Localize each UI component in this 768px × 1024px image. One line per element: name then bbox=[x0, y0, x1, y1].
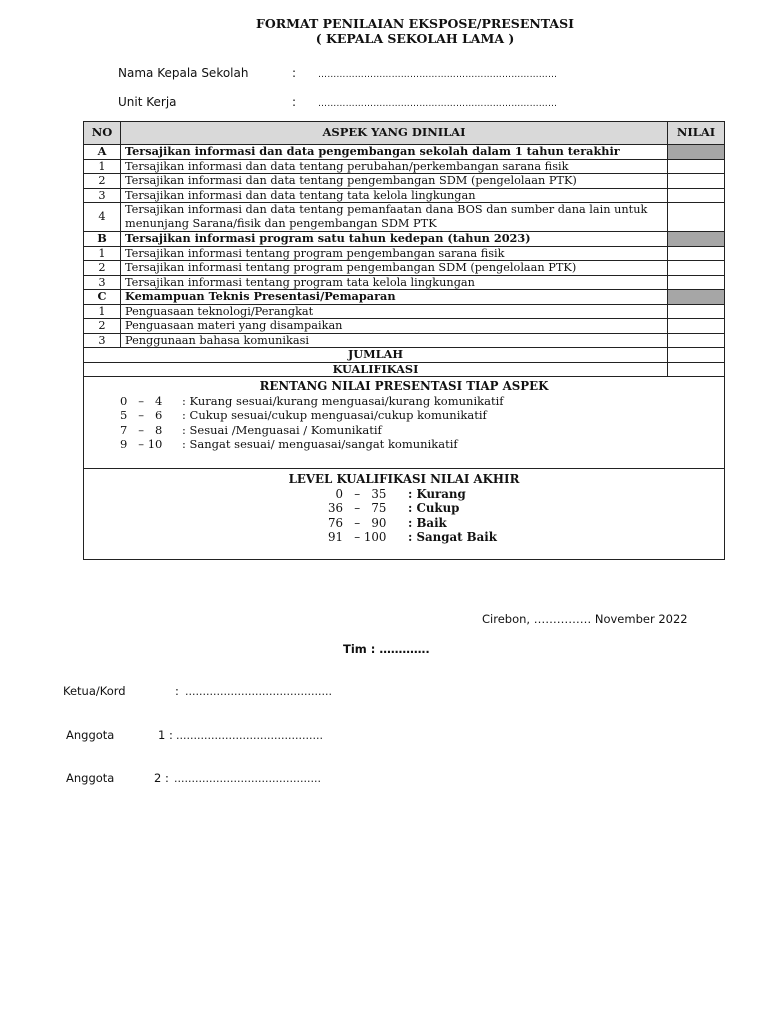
rentang-desc: : Sangat sesuai/ menguasai/sangat komunikatif bbox=[182, 437, 458, 451]
row-no: 4 bbox=[84, 203, 121, 232]
rentang-range: 7 – 8 bbox=[120, 422, 163, 437]
rentang-range: 0 – 4 bbox=[120, 393, 163, 408]
signature-line[interactable]: …………………………………… bbox=[174, 773, 321, 785]
jumlah-value-cell[interactable] bbox=[668, 348, 725, 363]
level-desc: : Sangat Baik bbox=[408, 530, 497, 544]
row-no: 2 bbox=[84, 319, 121, 334]
row-no: 1 bbox=[84, 304, 121, 319]
signature-label: Anggota bbox=[66, 771, 115, 785]
nilai-cell[interactable] bbox=[668, 159, 725, 174]
place-date: Cirebon, …………… November 2022 bbox=[482, 612, 688, 626]
row-no: 3 bbox=[84, 333, 121, 348]
section-title: Kemampuan Teknis Presentasi/Pemaparan bbox=[121, 290, 668, 305]
row-no: 1 bbox=[84, 159, 121, 174]
nilai-cell[interactable] bbox=[668, 275, 725, 290]
nilai-cell[interactable] bbox=[668, 319, 725, 334]
field-colon: : bbox=[292, 95, 297, 109]
kualifikasi-row bbox=[84, 362, 725, 377]
jumlah-label: JUMLAH bbox=[84, 348, 668, 363]
rentang-range: 5 – 6 bbox=[120, 408, 163, 422]
nilai-cell[interactable] bbox=[668, 333, 725, 348]
level-box bbox=[84, 469, 725, 560]
table-row bbox=[84, 246, 725, 261]
table-row bbox=[84, 319, 725, 334]
row-text: Penguasaan teknologi/Perangkat bbox=[121, 304, 668, 319]
header-aspek: ASPEK YANG DINILAI bbox=[121, 122, 668, 145]
row-text: Tersajikan informasi dan data tentang pengembangan SDM (pengelolaan PTK) bbox=[121, 174, 668, 189]
row-text: Tersajikan informasi tentang program tata kelola lingkungan bbox=[121, 275, 668, 290]
signature-sep: 2 : bbox=[154, 771, 169, 785]
level-item bbox=[328, 516, 724, 531]
section-no: C bbox=[84, 290, 121, 305]
table-row bbox=[84, 304, 725, 319]
signature-label: Anggota bbox=[66, 728, 115, 742]
rentang-item bbox=[120, 408, 724, 423]
tim-label: Tim : …………. bbox=[343, 642, 430, 656]
rentang-row bbox=[84, 377, 725, 469]
signature-sep: : bbox=[175, 684, 179, 698]
signature-row-anggota-1 bbox=[66, 728, 323, 742]
field-unit-kerja bbox=[118, 95, 557, 109]
signature-sep: 1 : bbox=[158, 728, 173, 742]
level-range: 0 – 35 bbox=[328, 486, 387, 501]
field-nama-kepala-sekolah bbox=[118, 66, 557, 80]
nilai-cell[interactable] bbox=[668, 261, 725, 276]
signature-row-anggota-2 bbox=[66, 771, 321, 785]
rentang-item bbox=[120, 437, 724, 452]
field-label: Unit Kerja bbox=[118, 95, 177, 109]
table-row bbox=[84, 333, 725, 348]
level-range: 36 – 75 bbox=[328, 501, 387, 515]
row-text: Tersajikan informasi dan data tentang tata kelola lingkungan bbox=[121, 188, 668, 203]
row-text: Penguasaan materi yang disampaikan bbox=[121, 319, 668, 334]
level-desc: : Kurang bbox=[408, 486, 466, 501]
row-text: Tersajikan informasi dan data tentang pemanfaatan dana BOS dan sumber dana lain untuk menunjang Sarana/fisik dan pengembangan SDM PTK bbox=[121, 203, 668, 232]
nilai-cell[interactable] bbox=[668, 174, 725, 189]
table-row bbox=[84, 261, 725, 276]
nilai-cell-disabled bbox=[668, 145, 725, 160]
table-row bbox=[84, 203, 725, 232]
title-line-2: ( KEPALA SEKOLAH LAMA ) bbox=[315, 31, 515, 46]
rentang-list bbox=[120, 394, 724, 452]
table-row bbox=[84, 275, 725, 290]
level-range: 76 – 90 bbox=[328, 515, 387, 530]
section-title: Tersajikan informasi program satu tahun kedepan (tahun 2023) bbox=[121, 232, 668, 247]
table-row bbox=[84, 188, 725, 203]
level-desc: : Baik bbox=[408, 515, 447, 530]
level-item bbox=[328, 501, 724, 516]
header-nilai: NILAI bbox=[668, 122, 725, 145]
row-no: 3 bbox=[84, 188, 121, 203]
assessment-table bbox=[83, 121, 725, 560]
section-row-a bbox=[84, 145, 725, 160]
nilai-cell[interactable] bbox=[668, 203, 725, 232]
row-no: 1 bbox=[84, 246, 121, 261]
level-item bbox=[328, 487, 724, 502]
nilai-cell[interactable] bbox=[668, 246, 725, 261]
jumlah-row bbox=[84, 348, 725, 363]
rentang-title: RENTANG NILAI PRESENTASI TIAP ASPEK bbox=[259, 379, 549, 393]
rentang-item bbox=[120, 423, 724, 438]
signature-line[interactable]: …………………………………… bbox=[185, 686, 332, 698]
nilai-cell[interactable] bbox=[668, 188, 725, 203]
rentang-desc: : Cukup sesuai/cukup menguasai/cukup komunikatif bbox=[182, 408, 487, 422]
row-no: 3 bbox=[84, 275, 121, 290]
table-header-row bbox=[84, 122, 725, 145]
level-row bbox=[84, 469, 725, 560]
rentang-desc: : Kurang sesuai/kurang menguasai/kurang komunikatif bbox=[182, 393, 504, 408]
header-no: NO bbox=[84, 122, 121, 145]
row-no: 2 bbox=[84, 174, 121, 189]
nilai-cell-disabled bbox=[668, 232, 725, 247]
field-value[interactable]: …………………………………………………………………… bbox=[318, 70, 558, 80]
row-text: Penggunaan bahasa komunikasi bbox=[121, 333, 668, 348]
level-range: 91 – 100 bbox=[328, 530, 387, 544]
level-desc: : Cukup bbox=[408, 501, 460, 515]
level-item bbox=[328, 530, 724, 545]
section-title: Tersajikan informasi dan data pengembangan sekolah dalam 1 tahun terakhir bbox=[121, 145, 668, 160]
rentang-desc: : Sesuai /Menguasai / Komunikatif bbox=[182, 422, 382, 437]
table-row bbox=[84, 174, 725, 189]
rentang-item bbox=[120, 394, 724, 409]
kualifikasi-label: KUALIFIKASI bbox=[84, 362, 668, 377]
level-list bbox=[328, 487, 724, 545]
level-title: LEVEL KUALIFIKASI NILAI AKHIR bbox=[288, 472, 520, 486]
field-value[interactable]: …………………………………………………………………… bbox=[318, 99, 558, 109]
section-no: A bbox=[84, 145, 121, 160]
title-line-1: FORMAT PENILAIAN EKSPOSE/PRESENTASI bbox=[256, 16, 574, 31]
nilai-cell-disabled bbox=[668, 290, 725, 305]
row-text: Tersajikan informasi tentang program pengembangan SDM (pengelolaan PTK) bbox=[121, 261, 668, 276]
kualifikasi-value-cell[interactable] bbox=[668, 362, 725, 377]
document-title bbox=[0, 16, 768, 46]
signature-row-ketua bbox=[63, 684, 332, 698]
nilai-cell[interactable] bbox=[668, 304, 725, 319]
section-no: B bbox=[84, 232, 121, 247]
section-row-c bbox=[84, 290, 725, 305]
signature-line[interactable]: …………………………………… bbox=[176, 730, 323, 742]
row-no: 2 bbox=[84, 261, 121, 276]
row-text: Tersajikan informasi tentang program pengembangan sarana fisik bbox=[121, 246, 668, 261]
table-row bbox=[84, 159, 725, 174]
rentang-box bbox=[84, 377, 725, 469]
rentang-range: 9 – 10 bbox=[120, 437, 163, 451]
row-text: Tersajikan informasi dan data tentang perubahan/perkembangan sarana fisik bbox=[121, 159, 668, 174]
field-colon: : bbox=[292, 66, 297, 80]
signature-label: Ketua/Kord bbox=[63, 684, 126, 698]
section-row-b bbox=[84, 232, 725, 247]
field-label: Nama Kepala Sekolah bbox=[118, 66, 249, 80]
